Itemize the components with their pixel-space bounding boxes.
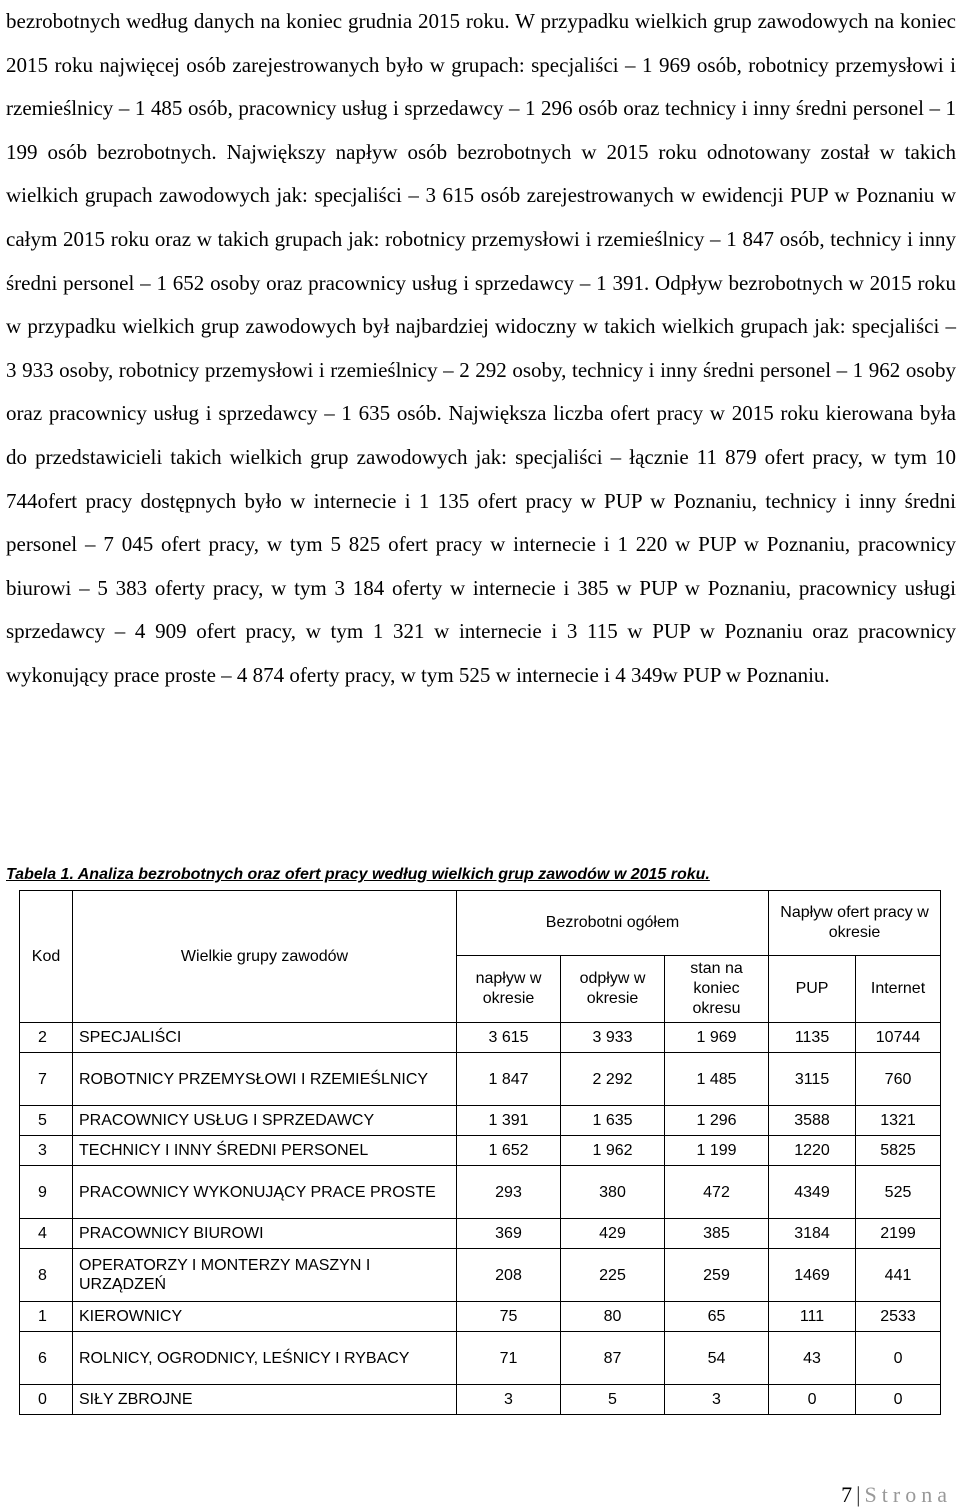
paragraph-text: bezrobotnych według danych na koniec grudnia 2015 roku. W przypadku wielkich grup zawodowych na koniec 2015 roku najwięcej osób zarejestrowanych było w grupach: specjaliści – 1 969 osób, robotnicy przemysłowi i rzemieślnicy – 1 485 osób, pracownicy usług i sprzedawcy – 1 296 osób oraz technicy i inny średni personel – 1 199 osób bezrobotnych. Największy napływ osób bezrobotnych w 2015 roku odnotowany został w takich wielkich grupach zawodowych jak: specjaliści – 3 615 osób zarejestrowanych w ewidencji PUP w Poznaniu w całym 2015 roku oraz w takich grupach jak: robotnicy przemysłowi i rzemieślnicy – 1 847 osób, technicy i inny średni personel – 1 652 osoby oraz pracownicy usług i sprzedawcy – 1 391. Odpływ bezrobotnych w 2015 roku w przypadku wielkich grup zawodowych był najbardziej widoczny w takich wielkich grupach jak: specjaliści – 3 933 osoby, robotnicy przemysłowi i rzemieślnicy – 2 292 osoby, technicy i inny średni personel – 1 962 osoby oraz pracownicy usług i sprzedawcy – 1 635 osób. Największa liczba ofert pracy w 2015 roku kierowana była do przedstawicieli takich wielkich grup zawodowych jak: specjaliści – łącznie 11 879 ofert pracy, w tym 10 744ofert pracy dostępnych było w internecie i 1 135 ofert pracy w PUP w Poznaniu, technicy i inny średni personel – 7 045 ofert pracy, w tym 5 825 ofert pracy w internecie i 1 220 w PUP w Poznaniu, pracownicy biurowi – 5 383 oferty pracy, w tym 3 184 oferty w internecie i 385 w PUP w Poznaniu, pracownicy usługi sprzedawcy – 4 909 ofert pracy, w tym 1 321 w internecie i 3 115 w PUP w Poznaniu oraz pracownicy wykonujący prace proste – 4 874 oferty pracy, w tym 525 w internecie i 4 349w PUP w Poznaniu.: [6, 9, 956, 687]
cell-pup: 43: [769, 1332, 856, 1385]
table-row: [20, 1385, 941, 1415]
cell-kod: 8: [20, 1249, 73, 1302]
cell-internet: 441: [856, 1249, 941, 1302]
cell-stan: 1 485: [665, 1053, 769, 1106]
cell-stan: 1 969: [665, 1023, 769, 1053]
cell-nazwa: TECHNICY I INNY ŚREDNI PERSONEL: [73, 1136, 457, 1166]
cell-stan: 1 296: [665, 1106, 769, 1136]
header-grupy: Wielkie grupy zawodów: [73, 891, 457, 1023]
header-odplyw: odpływ w okresie: [561, 956, 665, 1023]
page-footer: [841, 1482, 952, 1508]
cell-nazwa: PRACOWNICY BIUROWI: [73, 1219, 457, 1249]
cell-odplyw: 225: [561, 1249, 665, 1302]
cell-internet: 5825: [856, 1136, 941, 1166]
cell-stan: 3: [665, 1385, 769, 1415]
cell-naplyw: 1 652: [457, 1136, 561, 1166]
cell-kod: 3: [20, 1136, 73, 1166]
cell-naplyw: 3: [457, 1385, 561, 1415]
cell-nazwa: SPECJALIŚCI: [73, 1023, 457, 1053]
cell-odplyw: 3 933: [561, 1023, 665, 1053]
page-number: 7: [841, 1482, 853, 1507]
cell-naplyw: 208: [457, 1249, 561, 1302]
cell-stan: 259: [665, 1249, 769, 1302]
cell-naplyw: 1 847: [457, 1053, 561, 1106]
cell-naplyw: 75: [457, 1302, 561, 1332]
cell-internet: 760: [856, 1053, 941, 1106]
cell-stan: 472: [665, 1166, 769, 1219]
header-bezrobotni: Bezrobotni ogółem: [457, 891, 769, 956]
table-row: [20, 1249, 941, 1302]
footer-separator: |: [856, 1482, 861, 1507]
cell-kod: 7: [20, 1053, 73, 1106]
table-row: [20, 1332, 941, 1385]
cell-kod: 0: [20, 1385, 73, 1415]
table-row: [20, 1302, 941, 1332]
table-row: [20, 1219, 941, 1249]
cell-pup: 4349: [769, 1166, 856, 1219]
cell-odplyw: 87: [561, 1332, 665, 1385]
table-row: [20, 1166, 941, 1219]
cell-naplyw: 3 615: [457, 1023, 561, 1053]
header-kod: Kod: [20, 891, 73, 1023]
table-row: [20, 1053, 941, 1106]
cell-kod: 4: [20, 1219, 73, 1249]
cell-pup: 0: [769, 1385, 856, 1415]
cell-odplyw: 2 292: [561, 1053, 665, 1106]
cell-stan: 65: [665, 1302, 769, 1332]
cell-naplyw: 369: [457, 1219, 561, 1249]
body-paragraph: [6, 0, 956, 698]
cell-odplyw: 80: [561, 1302, 665, 1332]
cell-pup: 1469: [769, 1249, 856, 1302]
cell-nazwa: ROBOTNICY PRZEMYSŁOWI I RZEMIEŚLNICY: [73, 1053, 457, 1106]
cell-odplyw: 380: [561, 1166, 665, 1219]
cell-kod: 5: [20, 1106, 73, 1136]
cell-kod: 9: [20, 1166, 73, 1219]
cell-stan: 385: [665, 1219, 769, 1249]
cell-stan: 1 199: [665, 1136, 769, 1166]
cell-pup: 1135: [769, 1023, 856, 1053]
cell-internet: 1321: [856, 1106, 941, 1136]
cell-naplyw: 1 391: [457, 1106, 561, 1136]
cell-internet: 0: [856, 1332, 941, 1385]
cell-nazwa: PRACOWNICY WYKONUJĄCY PRACE PROSTE: [73, 1166, 457, 1219]
cell-kod: 2: [20, 1023, 73, 1053]
header-naplyw-ofert: Napływ ofert pracy w okresie: [769, 891, 941, 956]
cell-internet: 525: [856, 1166, 941, 1219]
table-row: [20, 1136, 941, 1166]
cell-pup: 3115: [769, 1053, 856, 1106]
cell-odplyw: 5: [561, 1385, 665, 1415]
cell-nazwa: ROLNICY, OGRODNICY, LEŚNICY I RYBACY: [73, 1332, 457, 1385]
cell-nazwa: SIŁY ZBROJNE: [73, 1385, 457, 1415]
header-stan: stan na koniec okresu: [665, 956, 769, 1023]
cell-nazwa: OPERATORZY I MONTERZY MASZYN I URZĄDZEŃ: [73, 1249, 457, 1302]
cell-odplyw: 1 962: [561, 1136, 665, 1166]
cell-nazwa: PRACOWNICY USŁUG I SPRZEDAWCY: [73, 1106, 457, 1136]
cell-pup: 1220: [769, 1136, 856, 1166]
table-row: [20, 1023, 941, 1053]
cell-internet: 10744: [856, 1023, 941, 1053]
cell-pup: 3184: [769, 1219, 856, 1249]
header-naplyw: napływ w okresie: [457, 956, 561, 1023]
cell-pup: 111: [769, 1302, 856, 1332]
cell-odplyw: 429: [561, 1219, 665, 1249]
occupation-table: [19, 890, 941, 1415]
cell-naplyw: 293: [457, 1166, 561, 1219]
cell-internet: 2533: [856, 1302, 941, 1332]
header-internet: Internet: [856, 956, 941, 1023]
cell-naplyw: 71: [457, 1332, 561, 1385]
cell-kod: 1: [20, 1302, 73, 1332]
footer-page-word: Strona: [864, 1482, 952, 1507]
cell-stan: 54: [665, 1332, 769, 1385]
cell-nazwa: KIEROWNICY: [73, 1302, 457, 1332]
header-pup: PUP: [769, 956, 856, 1023]
cell-internet: 0: [856, 1385, 941, 1415]
cell-pup: 3588: [769, 1106, 856, 1136]
table-row: [20, 1106, 941, 1136]
cell-kod: 6: [20, 1332, 73, 1385]
cell-internet: 2199: [856, 1219, 941, 1249]
table-caption: Tabela 1. Analiza bezrobotnych oraz ofert pracy według wielkich grup zawodów w 2015 roku.: [6, 866, 710, 883]
cell-odplyw: 1 635: [561, 1106, 665, 1136]
